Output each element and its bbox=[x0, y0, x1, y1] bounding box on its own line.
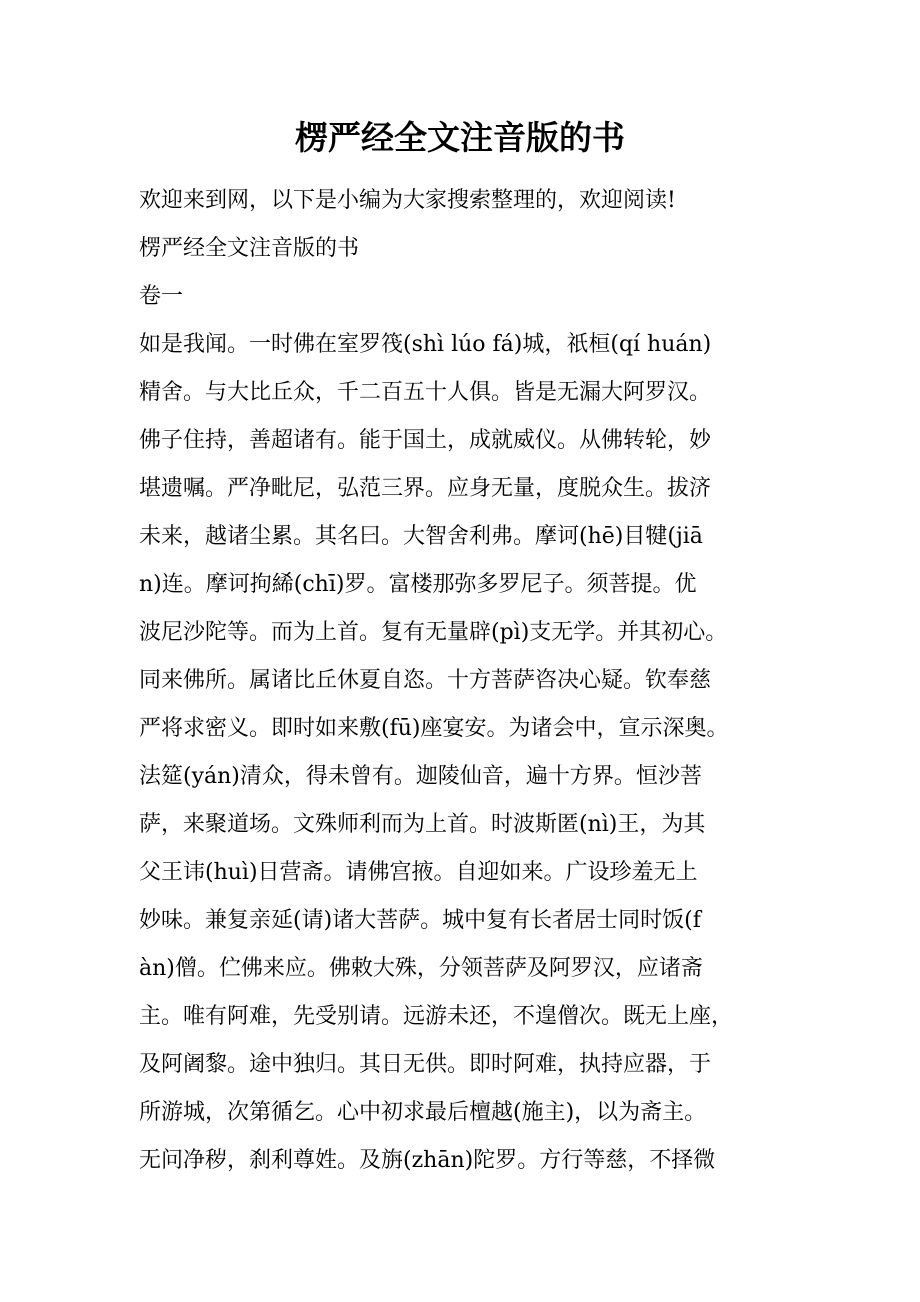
page-title: 楞严经全文注音版的书 bbox=[295, 118, 625, 157]
text-line: 妙味。兼复亲延(请)诸大菩萨。城中复有长者居士同时饭(f bbox=[139, 908, 701, 933]
text-line: 严将求密义。即时如来敷(fū)座宴安。为诸会中，宣示深奥。 bbox=[139, 716, 729, 741]
text-line: 主。唯有阿难，先受别请。远游未还，不遑僧次。既无上座， bbox=[139, 1004, 734, 1029]
text-line: 萨，来聚道场。文殊师利而为上首。时波斯匿(nì)王，为其 bbox=[139, 812, 706, 837]
text-line: 未来，越诸尘累。其名曰。大智舍利弗。摩诃(hē)目犍(jiā bbox=[139, 524, 703, 549]
text-line: 同来佛所。属诸比丘休夏自恣。十方菩萨咨决心疑。钦奉慈 bbox=[139, 668, 712, 693]
text-line: 堪遗嘱。严净毗尼，弘范三界。应身无量，度脱众生。拔济 bbox=[139, 476, 712, 501]
text-line: 如是我闻。一时佛在室罗筏(shì lúo fá)城，祇桓(qí huán) bbox=[139, 332, 712, 357]
text-line: 精舍。与大比丘众，千二百五十人俱。皆是无漏大阿罗汉。 bbox=[139, 380, 712, 405]
text-line: n)连。摩诃拘絺(chī)罗。富楼那弥多罗尼子。须菩提。优 bbox=[139, 572, 697, 597]
text-line: 无问净秽，刹利尊姓。及旃(zhān)陀罗。方行等慈，不择微 bbox=[139, 1148, 716, 1173]
text-line: àn)僧。伫佛来应。佛敕大殊，分领菩萨及阿罗汉，应诸斋 bbox=[139, 956, 703, 981]
text-line: 父王讳(huì)日营斋。请佛宫掖。自迎如来。广设珍羞无上 bbox=[139, 860, 698, 885]
text-line: 法筵(yán)清众，得未曾有。迦陵仙音，遍十方界。恒沙菩 bbox=[139, 764, 702, 789]
body-text bbox=[139, 177, 809, 1185]
text-line: 及阿阇黎。途中独归。其日无供。即时阿难，执持应器，于 bbox=[139, 1052, 712, 1077]
text-line: 楞严经全文注音版的书 bbox=[139, 236, 360, 261]
text-line: 所游城，次第循乞。心中初求最后檀越(施主)，以为斋主。 bbox=[139, 1100, 707, 1125]
text-line: 波尼沙陀等。而为上首。复有无量辟(pì)支无学。并其初心。 bbox=[139, 620, 728, 645]
text-line: 欢迎来到网，以下是小编为大家搜索整理的，欢迎阅读! bbox=[139, 188, 676, 213]
text-line: 卷一 bbox=[139, 284, 184, 309]
text-line: 佛子住持，善超诸有。能于国土，成就威仪。从佛转轮，妙 bbox=[139, 428, 712, 453]
